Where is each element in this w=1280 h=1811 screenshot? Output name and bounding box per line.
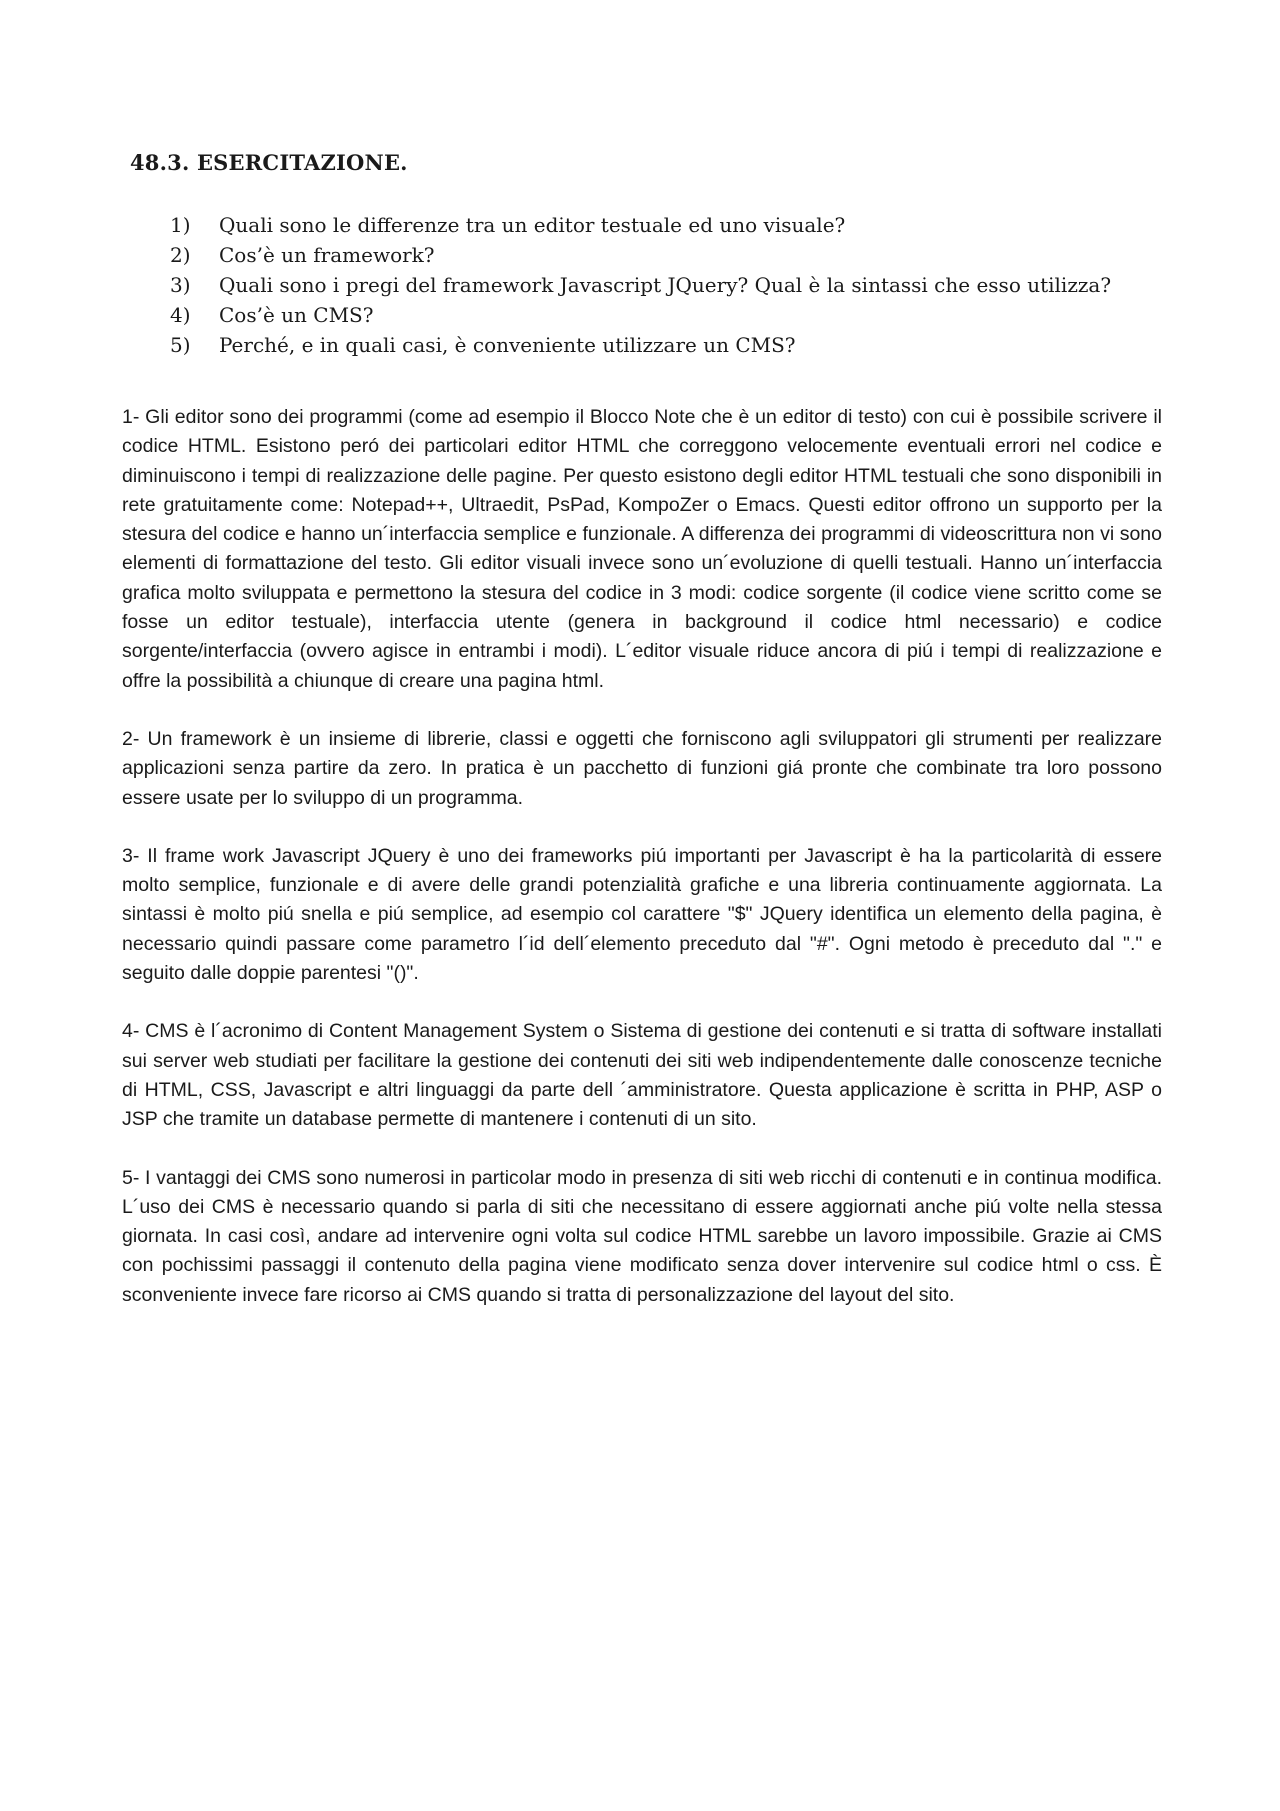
answer-paragraph-1: 1- Gli editor sono dei programmi (come ad esempio il Blocco Note che è un editor di testo) con cui è possibile scrivere il codice HTML. Esistono peró dei particolari editor HTML che correggono velocemente eventuali errori nel codice e diminuiscono i tempi di realizzazione delle pagine. Per questo esistono degli editor HTML testuali che sono disponibili in rete gratuitamente come: Notepad++, Ultraedit, PsPad, KompoZer o Emacs. Questi editor offrono un supporto per la stesura del codice e hanno un´interfaccia semplice e funzionale. A differenza dei programmi di videoscrittura non vi sono elementi di formattazione del testo. Gli editor visuali invece sono un´evoluzione di quelli testuali. Hanno un´interfaccia grafica molto sviluppata e permettono la stesura del codice in 3 modi: codice sorgente (il codice viene scritto come se fosse un editor testuale), interfaccia utente (genera in background il codice html necessario) e codice sorgente/interfaccia (ovvero agisce in entrambi i modi). L´editor visuale riduce ancora di piú i tempi di realizzazione e offre la possibilità a chiunque di creare una pagina html. [122,406,1162,692]
question-number: 5) [170,333,191,357]
question-text: Perché, e in quali casi, è conveniente utilizzare un CMS? [219,333,796,357]
answer-paragraph-2: 2- Un framework è un insieme di librerie, classi e oggetti che forniscono agli sviluppatori gli strumenti per realizzare applicazioni senza partire da zero. In pratica è un pacchetto di funzioni giá pronte che combinate tra loro possono essere usate per lo sviluppo di un programma. [122,727,1162,809]
question-number: 3) [170,273,191,297]
exercise-title: 48.3. ESERCITAZIONE. [130,150,408,175]
question-text: Quali sono i pregi del framework Javascript JQuery? Qual è la sintassi che esso utilizza? [219,273,1112,297]
answer-paragraph-5: 5- I vantaggi dei CMS sono numerosi in particolar modo in presenza di siti web ricchi di contenuti e in continua modifica. L´uso dei CMS è necessario quando si parla di siti che necessitano di essere aggiornati anche piú volte nella stessa giornata. In casi così, andare ad intervenire ogni volta sul codice HTML sarebbe un lavoro impossibile. Grazie ai CMS con pochissimi passaggi il contenuto della pagina viene modificato senza dover intervenire sul codice html o css. È sconveniente invece fare ricorso ai CMS quando si tratta di personalizzazione del layout del sito. [122,1166,1162,1306]
question-item [170,330,1111,360]
question-text: Cos’è un framework? [219,243,435,267]
question-item [170,240,1111,270]
question-item [170,300,1111,330]
question-number: 1) [170,213,191,237]
question-list [170,210,1111,360]
question-text: Cos’è un CMS? [219,303,374,327]
question-number: 2) [170,243,191,267]
question-item [170,270,1111,300]
answer-paragraph-4: 4- CMS è l´acronimo di Content Management System o Sistema di gestione dei contenuti e si tratta di software installati sui server web studiati per facilitare la gestione dei contenuti dei siti web indipendentemente dalle conoscenze tecniche di HTML, CSS, Javascript e altri linguaggi da parte dell ´amministratore. Questa applicazione è scritta in PHP, ASP o JSP che tramite un database permette di mantenere i contenuti di un sito. [122,1020,1162,1131]
answer-paragraph-3: 3- Il frame work Javascript JQuery è uno dei frameworks piú importanti per Javascript è ha la particolarità di essere molto semplice, funzionale e di avere delle grandi potenzialità grafiche e una libreria continuamente aggiornata. La sintassi è molto piú snella e piú semplice, ad esempio col carattere "$" JQuery identifica un elemento della pagina, è necessario quindi passare come parametro l´id dell´elemento preceduto dal "#". Ogni metodo è preceduto dal "." e seguito dalle doppie parentesi "()". [122,844,1162,985]
question-item [170,210,1111,240]
question-text: Quali sono le differenze tra un editor testuale ed uno visuale? [219,213,846,237]
question-number: 4) [170,303,191,327]
answers-section [122,403,1162,1339]
